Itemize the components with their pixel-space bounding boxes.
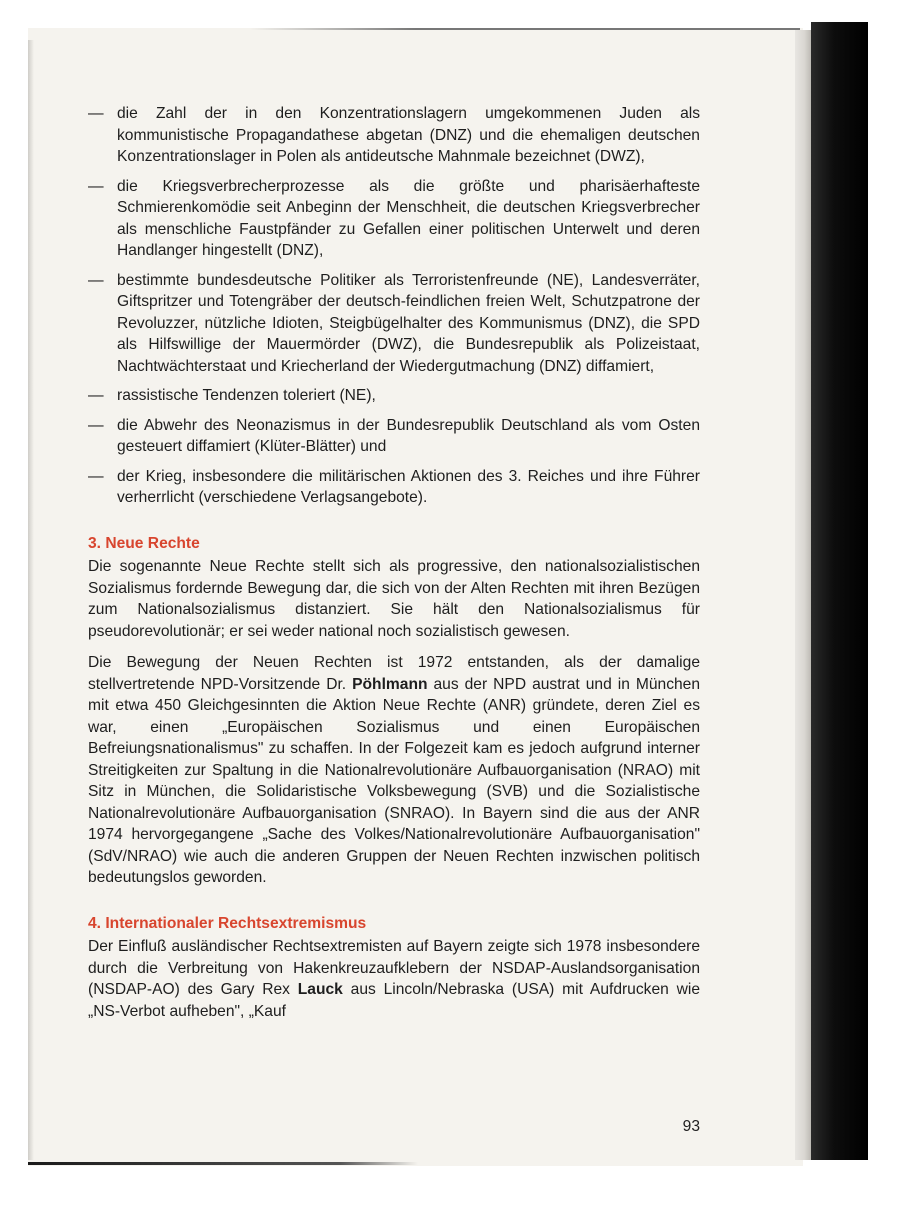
paragraph bbox=[88, 936, 700, 1022]
page-number: 93 bbox=[682, 1118, 700, 1135]
paragraph bbox=[88, 652, 700, 889]
list-item: — der Krieg, insbesondere die militärischen Aktionen des 3. Reiches und ihre Führer verherrlicht (verschiedene Verlagsangebote). bbox=[88, 466, 700, 509]
book-spine bbox=[811, 22, 868, 1160]
list-item: — rassistische Tendenzen toleriert (NE), bbox=[88, 385, 700, 407]
paragraph-text: Die Bewegung der Neuen Rechten ist 1972 entstanden, als der damalige stellvertretende NPD-Vorsitzende Dr. bbox=[88, 654, 700, 693]
paragraph: Die sogenannte Neue Rechte stellt sich als progressive, den nationalsozialistischen Sozialismus fordernde Bewegung dar, die sich von der Alten Rechten mit ihren Bezügen zum Nationalsozialismus distanziert. Sie hält den Nationalsozialismus für pseudorevolutionär; er sei weder national noch sozialistisch gewesen. bbox=[88, 558, 700, 640]
list-item: — die Kriegsverbrecherprozesse als die größte und pharisäerhafteste Schmierenkomödie seit Anbeginn der Menschheit, die deutschen Kriegsverbrecher als menschliche Faustpfänder zu Gefallen einer politischen Unterwelt und deren Handlanger hingestellt (DNZ), bbox=[88, 176, 700, 262]
paragraph-text: Der Einfluß ausländischer Rechtsextremisten auf Bayern zeigte sich 1978 insbesondere durch die Verbreitung von Hakenkreuzaufklebern der NSDAP-Auslandsorganisation (NSDAP-AO) des Gary Rex bbox=[88, 938, 700, 998]
bold-name: Pöhlmann bbox=[352, 675, 428, 693]
page-top-shadow bbox=[250, 28, 800, 30]
list-item: — die Abwehr des Neonazismus in der Bundesrepublik Deutschland als vom Osten gesteuert diffamiert (Klüter-Blätter) und bbox=[88, 415, 700, 458]
paragraph-text: aus Lincoln/Nebraska (USA) mit Aufdrucken wie „NS-Verbot aufheben", „Kauf bbox=[88, 981, 701, 1020]
page-edge bbox=[795, 30, 811, 1160]
page-left-shadow bbox=[28, 40, 34, 1160]
list-item: — bestimmte bundesdeutsche Politiker als Terroristenfreunde (NE), Landesverräter, Giftspritzer und Totengräber der deutsch-feindlichen freien Welt, Schutzpatrone der Revoluzzer, nützliche Idioten, Steigbügelhalter des Kommunismus (DNZ), die SPD als Hilfswillige der Mauermörder (DWZ), die Bundesrepublik als Polizeistaat, Nachtwächterstaat und Kriecherland der Wiedergutmachung (DNZ) diffamiert, bbox=[88, 270, 700, 378]
section-heading-neue-rechte: 3. Neue Rechte bbox=[88, 534, 200, 552]
page-bottom-edge bbox=[28, 1162, 418, 1165]
section-heading-internationaler-rechtsextremismus: 4. Internationaler Rechtsextremismus bbox=[88, 914, 367, 932]
page-text bbox=[88, 103, 700, 1032]
paragraph-text: aus der NPD austrat und in München mit etwa 450 Gleichgesinnten die Aktion Neue Rechte (ANR) gründete, deren Ziel es war, einen „Europäischen Sozialismus und einen Europäischen Befreiungsnationalismus" zu schaffen. In der Folgezeit kam es jedoch aufgrund interner Streitigkeiten zur Spaltung in die Nationalrevolutionäre Aufbauorganisation (NRAO) mit Sitz in München, die Solidaristische Volksbewegung (SVB) und die Sozialistische Nationalrevolutionäre Aufbauorganisation (SNRAO). In Bayern sind die aus der ANR 1974 hervorgegangene „Sache des Volkes/Nationalrevolutionäre Aufbauorganisation" (SdV/NRAO) wie auch die anderen Gruppen der Neuen Rechten inzwischen politisch bedeutungslos geworden. bbox=[88, 675, 701, 886]
dash-list bbox=[88, 103, 700, 509]
bold-name: Lauck bbox=[297, 981, 343, 998]
list-item: — die Zahl der in den Konzentrationslagern umgekommenen Juden als kommunistische Propagandathese abgetan (DNZ) und die ehemaligen deutschen Konzentrationslager in Polen als antideutsche Mahnmale bezeichnet (DWZ), bbox=[88, 103, 700, 168]
